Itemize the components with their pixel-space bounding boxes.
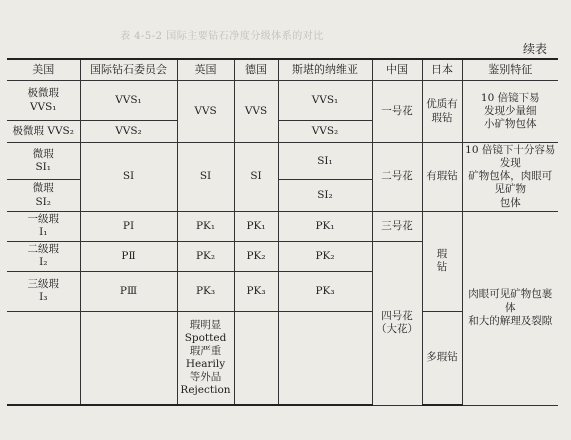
cell-uk-vvs: VVS: [177, 81, 234, 143]
bleed-through-title: 表 4-5-2 国际主要钻石净度分级体系的对比: [120, 31, 324, 42]
cell-us-i1: 一级瑕 Ⅰ₁: [7, 211, 80, 241]
cell-idc-vvs2: VVS₂: [80, 121, 177, 143]
col-header-feature: 鉴别特征: [462, 59, 558, 81]
cell-us-si1: 微瑕 SI₁: [7, 143, 80, 180]
col-header-de: 德国: [234, 59, 278, 81]
cell-cn-si: 二号花: [372, 143, 422, 212]
cell-us-extra: [7, 311, 80, 405]
table-row: [7, 211, 558, 241]
table-row: [7, 81, 558, 121]
cell-uk-si: SⅠ: [177, 143, 234, 212]
col-header-idc: 国际钻石委员会: [80, 59, 177, 81]
cell-feature-vvs: 10 倍镜下易 发现少量细 小矿物包体: [462, 81, 558, 143]
cell-jp-vvs: 优质有 瑕钻: [422, 81, 462, 143]
continued-label: 续表: [522, 42, 547, 56]
cell-feature-si: 10 倍镜下十分容易发现 矿物包体，肉眼可见矿物 包体: [462, 143, 558, 212]
cell-scan-vvs1: VVS₁: [278, 81, 372, 121]
col-header-china: 中国: [372, 59, 422, 81]
cell-us-i2: 二级瑕 Ⅰ₂: [7, 241, 80, 271]
col-header-uk: 英国: [177, 59, 234, 81]
col-header-scandinavia: 斯堪的纳维亚: [278, 59, 372, 81]
cell-uk-i1: PK₁: [177, 211, 234, 241]
col-header-japan: 日本: [422, 59, 462, 81]
cell-cn-extra: 四号花 （大花）: [372, 241, 422, 405]
table-row: [7, 143, 558, 180]
cell-idc-extra: [80, 311, 177, 405]
cell-scan-i2: PK₂: [278, 241, 372, 271]
cell-de-extra: [234, 311, 278, 405]
cell-us-vvs1: 极微瑕 VVS₁: [7, 81, 80, 121]
cell-scan-extra: [278, 311, 372, 405]
cell-us-i3: 三级瑕 Ⅰ₃: [7, 271, 80, 311]
cell-cn-i1: 三号花: [372, 211, 422, 241]
header-row: [7, 59, 558, 81]
cell-de-i2: PK₂: [234, 241, 278, 271]
cell-cn-vvs: 一号花: [372, 81, 422, 143]
cell-de-vvs: VVS: [234, 81, 278, 143]
cell-idc-i3: PⅢ: [80, 271, 177, 311]
cell-uk-extra: 瑕明显 Spotted 瑕严重 Hearily 等外品 Rejection: [177, 311, 234, 405]
cell-us-vvs2: 极微瑕 VVS₂: [7, 121, 80, 143]
cell-scan-vvs2: VVS₂: [278, 121, 372, 143]
cell-idc-si: SⅠ: [80, 143, 177, 212]
cell-de-i3: PK₃: [234, 271, 278, 311]
cell-de-si: SⅠ: [234, 143, 278, 212]
col-header-us: 美国: [7, 59, 80, 81]
cell-uk-i3: PK₃: [177, 271, 234, 311]
cell-feature-i: 肉眼可见矿物包裹体 和大的解理及裂隙: [462, 211, 558, 405]
cell-uk-i2: PK₂: [177, 241, 234, 271]
cell-jp-si: 有瑕钻: [422, 143, 462, 212]
clarity-grade-table: [7, 58, 558, 406]
cell-us-si2: 微瑕 SI₂: [7, 180, 80, 211]
cell-scan-si2: SI₂: [278, 180, 372, 211]
cell-idc-i1: PⅠ: [80, 211, 177, 241]
cell-idc-vvs1: VVS₁: [80, 81, 177, 121]
cell-scan-i3: PK₃: [278, 271, 372, 311]
cell-de-i1: PK₁: [234, 211, 278, 241]
cell-jp-extra: 多瑕钻: [422, 311, 462, 405]
cell-scan-i1: PK₁: [278, 211, 372, 241]
cell-jp-i: 瑕 钻: [422, 211, 462, 311]
cell-scan-si1: SI₁: [278, 143, 372, 180]
cell-idc-i2: PⅡ: [80, 241, 177, 271]
